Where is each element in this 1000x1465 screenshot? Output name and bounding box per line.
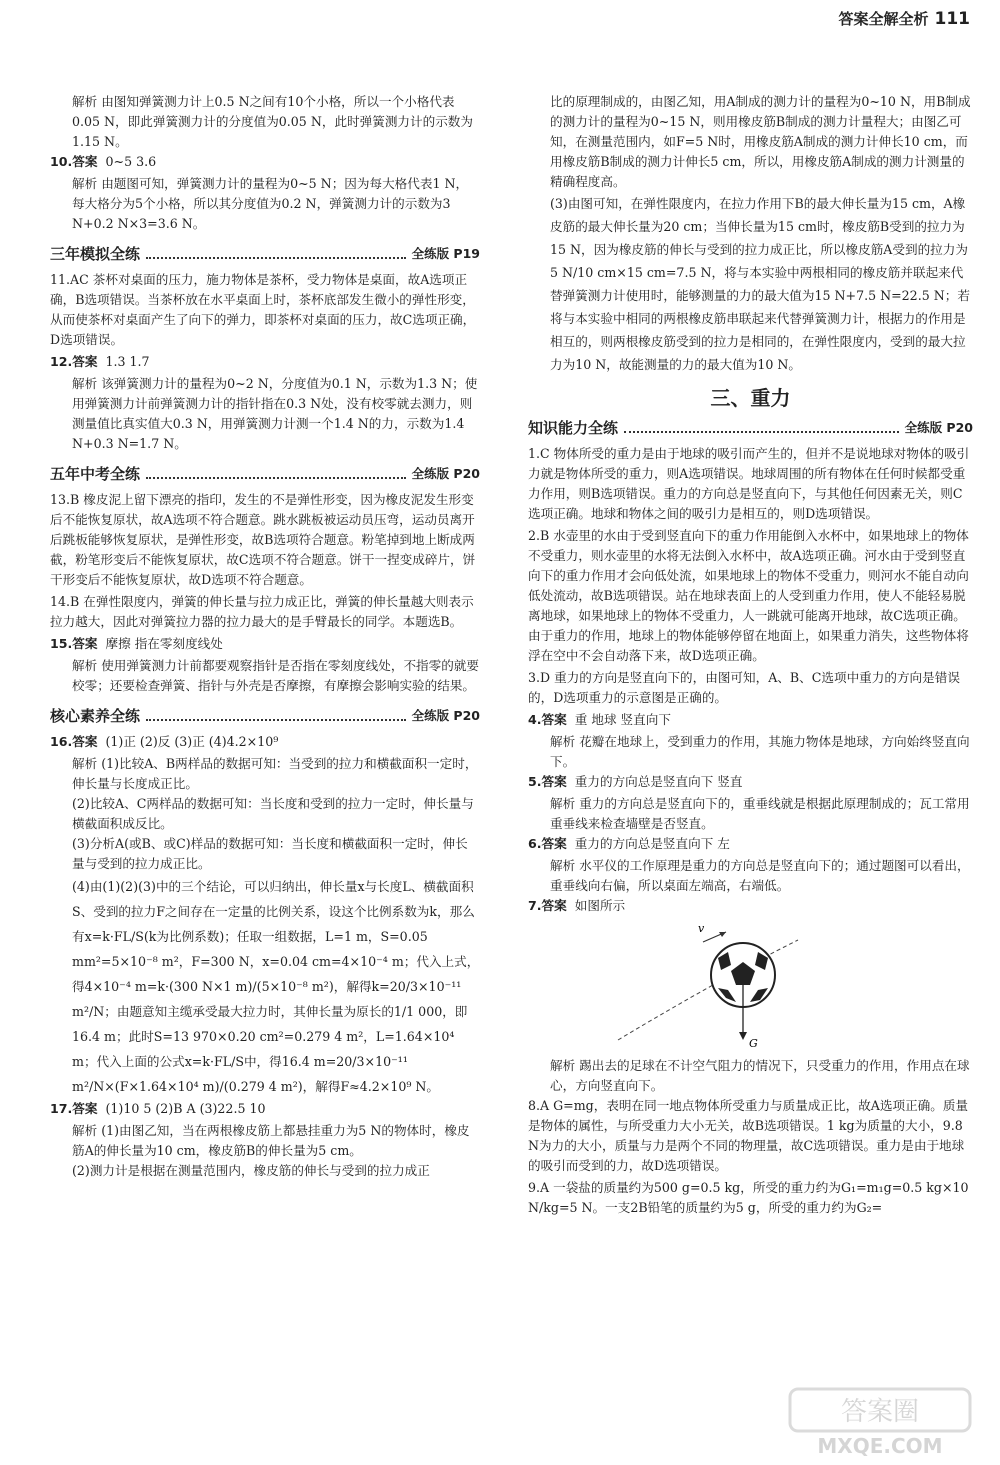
watermark-logo xyxy=(780,1381,980,1461)
q16-explanation-1: 解析 (1)比较A、B两样品的数据可知：当受到的拉力和横截面积一定时，伸长量与长度成正比。 xyxy=(72,756,478,791)
section-ref: 全练版 P20 xyxy=(904,420,973,435)
section-core xyxy=(50,706,480,726)
q1: 1.C 物体所受的重力是由于地球的吸引而产生的，但并不是说地球对物体的吸引力就是物体所受的重力，则A选项错误。地球周围的所有物体在任何时候都受重力作用，则B选项错误。重力的方向总是竖直向下，与其他任何因素无关，则C选项正确。地球和物体之间的吸引力是相互的，则D选项错误。 xyxy=(528,446,970,521)
football-diagram xyxy=(528,920,973,1050)
q10-answer: 0~5 3.6 xyxy=(105,154,157,169)
q6-explanation: 解析 水平仪的工作原理是重力的方向总是竖直向下的；通过题图可以看出，重垂线向右偏，所以桌面左端高，右端低。 xyxy=(550,858,970,893)
q16-answer: (1)正 (2)反 (3)正 (4)4.2×10⁹ xyxy=(105,734,279,749)
section-title: 核心素养全练 xyxy=(50,707,141,725)
header-title: 答案全解全析 xyxy=(838,10,929,28)
q7-explanation: 解析 踢出去的足球在不计空气阻力的情况下，只受重力的作用，作用点在球心，方向竖直向下。 xyxy=(550,1058,970,1093)
football-figure xyxy=(528,920,973,1050)
q5-head: 5.答案 xyxy=(528,774,567,789)
q7-head: 7.答案 xyxy=(528,898,567,913)
q15-head: 15.答案 xyxy=(50,636,98,651)
q7-answer: 如图所示 xyxy=(574,898,626,913)
q16-head: 16.答案 xyxy=(50,734,98,749)
q10-head: 10.答案 xyxy=(50,154,98,169)
q2: 2.B 水壶里的水由于受到竖直向下的重力作用能倒入水杯中，如果地球上的物体不受重力，则水壶里的水将无法倒入水杯中，故A选项正确。河水由于受到竖直向下的重力作用才会向低处流，如果地球上的物体不受重力，则河水不能自动向低处流动，故B选项错误。站在地球表面上的人受到重力作用，使人不能轻易脱离地球，如果地球上的物体不受重力，人一跳就可能离开地球，故C选项正确。由于重力的作用，地球上的物体能够停留在地面上，如果重力消失，这些物体将浮在空中不会自动落下来，故D选项正确。 xyxy=(528,528,969,663)
right-column xyxy=(528,92,973,1220)
q14: 14.B 在弹性限度内，弹簧的伸长量与拉力成正比，弹簧的伸长量越大则表示拉力越大，因此对弹簧拉力器的拉力最大的是手臂最长的同学。本题选B。 xyxy=(50,594,474,629)
section-ref: 全练版 P20 xyxy=(411,708,480,723)
q3: 3.D 重力的方向是竖直向下的，由图可知，A、B、C选项中重力的方向是错误的，D选项重力的示意图是正确的。 xyxy=(528,670,960,705)
velocity-label: v xyxy=(698,922,705,935)
q5-answer: 重力的方向总是竖直向下 竖直 xyxy=(574,774,743,789)
gravity-arrowhead xyxy=(739,1032,747,1040)
q6-answer: 重力的方向总是竖直向下 左 xyxy=(574,836,730,851)
section-ref: 全练版 P19 xyxy=(411,246,480,261)
q17-explanation-2: (2)测力计是根据在测量范围内，橡皮筋的伸长与受到的拉力成正 xyxy=(72,1163,430,1178)
q8: 8.A G=mg，表明在同一地点物体所受重力与质量成正比，故A选项正确。质量是物体的属性，与所受重力大小无关，故B选项错误。1 kg为质量的大小，9.8 N为力的大小，质量与力是两个不同的物理量，故C选项错误。重力是由于地球的吸引而受到的力，故D选项错误。 xyxy=(528,1098,969,1173)
section-title: 五年中考全练 xyxy=(50,465,141,483)
section-knowledge xyxy=(528,418,973,438)
section-ref: 全练版 P20 xyxy=(411,466,480,481)
q16-explanation-2: (2)比较A、C两样品的数据可知：当长度和受到的拉力一定时，伸长量与横截面积成反比。 xyxy=(72,796,474,831)
q6-head: 6.答案 xyxy=(528,836,567,851)
q17-answer: (1)10 5 (2)B A (3)22.5 10 xyxy=(105,1101,266,1116)
chapter-title: 三、重力 xyxy=(710,386,791,410)
q17-head: 17.答案 xyxy=(50,1101,98,1116)
left-column xyxy=(50,92,480,1181)
intro-explanation: 解析 由图知弹簧测力计上0.5 N之间有10个小格，所以一个小格代表0.05 N，即此弹簧测力计的分度值为0.05 N，此时弹簧测力计的示数为1.15 N。 xyxy=(72,94,473,149)
q4-explanation: 解析 花瓣在地球上，受到重力的作用，其施力物体是地球，方向始终竖直向下。 xyxy=(550,734,970,769)
section-five-year xyxy=(50,464,480,484)
q12-answer: 1.3 1.7 xyxy=(105,354,150,369)
q4-answer: 重 地球 竖直向下 xyxy=(574,712,671,727)
q13: 13.B 橡皮泥上留下漂亮的指印，发生的不是弹性形变，因为橡皮泥发生形变后不能恢复原状，故A选项不符合题意。跳水跳板被运动员压弯，运动员离开后跳板能够恢复原状，是弹性形变，故B选项符合题意。粉笔掉到地上断成两截，粉笔形变后不能恢复原状，故C选项不符合题意。饼干一捏变成碎片，饼干形变后不能恢复原状，故D选项不符合题意。 xyxy=(50,492,476,587)
q17-continuation-2: (3)由图可知，在弹性限度内，在拉力作用下B的最大伸长量为15 cm，A橡皮筋的最大伸长量为20 cm；当伸长量为15 cm时，橡皮筋B受到的拉力为15 N，因为橡皮筋的伸长与受到的拉力成正比，所以橡皮筋A受到的拉力为5 N/10 cm×15 cm=7.5 N，将与本实验中两根相同的橡皮筋并联起来代替弹簧测力计使用时，能够测量的力的最大值为15 N+7.5 N=22.5 N；若将与本实验中相同的两根橡皮筋串联起来代替弹簧测力计，根据力的作用是相互的，则两根橡皮筋受到的拉力是相同的，在弹性限度内，受到的最大拉力为10 N，故能测量的力的最大值为10 N。 xyxy=(550,196,970,372)
page-number: 111 xyxy=(934,9,970,29)
q9: 9.A 一袋盐的质量约为500 g=0.5 kg，所受的重力约为G₁=m₁g=0.5 kg×10 N/kg=5 N。一支2B铅笔的质量约为5 g，所受的重力约为G₂= xyxy=(528,1180,969,1215)
section-title: 三年模拟全练 xyxy=(50,245,141,263)
q12-explanation: 解析 该弹簧测力计的量程为0~2 N，分度值为0.1 N，示数为1.3 N；使用弹簧测力计前弹簧测力计的指针指在0.3 N处，没有校零就去测力，则测量值比真实值大0.3 N，用弹簧测力计测一个1.4 N的力，示数为1.4 N+0.3 N=1.7 N。 xyxy=(72,376,478,451)
svg-text:MXQE.COM: MXQE.COM xyxy=(817,1434,943,1458)
q12-head: 12.答案 xyxy=(50,354,98,369)
q15-answer: 摩擦 指在零刻度线处 xyxy=(105,636,223,651)
q4-head: 4.答案 xyxy=(528,712,567,727)
svg-text:答案圈: 答案圈 xyxy=(840,1397,920,1427)
q17-explanation-1: 解析 (1)由图乙知，当在两根橡皮筋上都悬挂重力为5 N的物体时，橡皮筋A的伸长量为10 cm，橡皮筋B的伸长量为5 cm。 xyxy=(72,1123,470,1158)
section-three-year xyxy=(50,244,480,264)
q15-explanation: 解析 使用弹簧测力计前都要观察指针是否指在零刻度线处，不指零的就要校零；还要检查弹簧、指针与外壳是否摩擦，有摩擦会影响实验的结果。 xyxy=(72,658,480,693)
gravity-label: G xyxy=(749,1037,758,1050)
section-title: 知识能力全练 xyxy=(528,419,619,437)
q5-explanation: 解析 重力的方向总是竖直向下的，重垂线就是根据此原理制成的；瓦工常用重垂线来检查墙壁是否竖直。 xyxy=(550,796,970,831)
q17-continuation-1: 比的原理制成的，由图乙知，用A制成的测力计的量程为0~10 N，用B制成的测力计的量程为0~15 N，则用橡皮筋B制成的测力计量程大；由图乙可知，在测量范围内，如F=5 N时，用橡皮筋A制成的测力计伸长10 cm，而用橡皮筋B制成的测力计伸长5 cm，所以，用橡皮筋A制成的测力计测量的精确程度高。 xyxy=(550,94,971,189)
page-header xyxy=(838,8,970,29)
q16-explanation-4: (4)由(1)(2)(3)中的三个结论，可以归纳出，伸长量x与长度L、横截面积S、受到的拉力F之间存在一定量的比例关系，设这个比例系数为k，那么有x=k·FL/S(k为比例系数)；任取一组数据，L=1 m，S=0.05 mm²=5×10⁻⁸ m²，F=300 N，x=0.04 cm=4×10⁻⁴ m；代入上式，得4×10⁻⁴ m=k·(300 N×1 m)/(5×10⁻⁸ m²)，解得k=20/3×10⁻¹¹ m²/N；由题意知主缆承受最大拉力时，其伸长量为原长的1/1 000，即16.4 m；此时S=13 970×0.20 cm²=0.279 4 m²，L=1.64×10⁴ m；代入上面的公式x=k·FL/S中，得16.4 m=20/3×10⁻¹¹ m²/N×(F×1.64×10⁴ m)/(0.279 4 m²)，解得F≈4.2×10⁹ N。 xyxy=(72,879,480,1094)
q16-explanation-3: (3)分析A(或B、或C)样品的数据可知：当长度和横截面积一定时，伸长量与受到的拉力成正比。 xyxy=(72,836,468,871)
q11: 11.AC 茶杯对桌面的压力，施力物体是茶杯，受力物体是桌面，故A选项正确，B选项错误。当茶杯放在水平桌面上时，茶杯底部发生微小的弹性形变，从而使茶杯对桌面产生了向下的弹力，即茶杯对桌面的压力，故C选项正确，D选项错误。 xyxy=(50,272,476,347)
q10-explanation: 解析 由题图可知，弹簧测力计的量程为0~5 N；因为每大格代表1 N，每大格分为5个小格，所以其分度值为0.2 N，弹簧测力计的示数为3 N+0.2 N×3=3.6 N。 xyxy=(72,176,469,231)
